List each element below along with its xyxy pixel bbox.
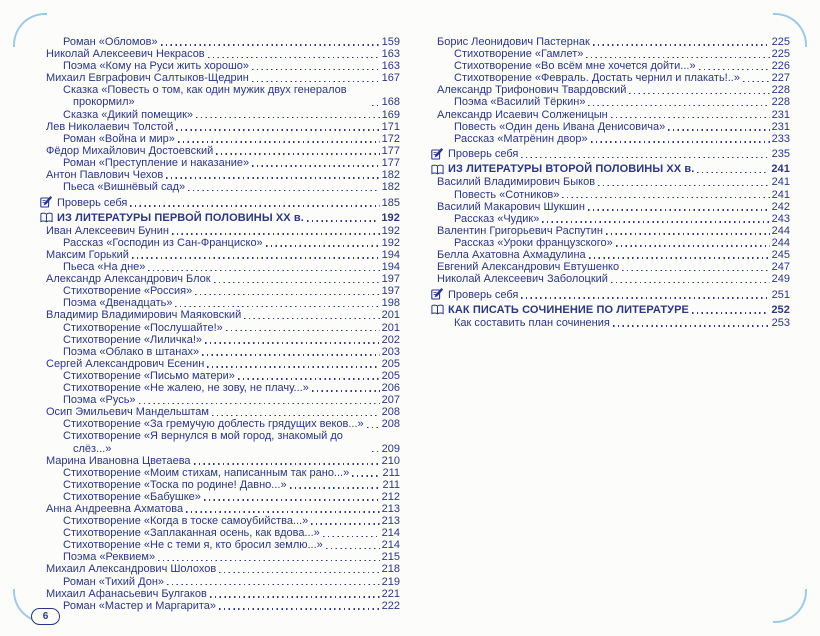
page-number: 6: [42, 611, 49, 622]
toc-entry-author: [46, 72, 400, 84]
entry-title: Александр Исаевич Солженицын: [437, 108, 608, 121]
dot-leader: [210, 596, 380, 598]
entry-page-number: 251: [771, 288, 790, 301]
entry-page-number: 231: [771, 108, 790, 121]
entry-title: Анна Андреевна Ахматова: [46, 502, 184, 515]
toc-entry-work: [437, 72, 790, 84]
entry-title: Иван Алексеевич Бунин: [46, 224, 169, 237]
dot-leader: [244, 318, 379, 320]
toc-entry-work: [46, 322, 400, 334]
entry-title: Проверь себя: [448, 148, 519, 161]
dot-leader: [172, 233, 380, 235]
open-book-icon: [431, 304, 444, 315]
entry-page-number: 241: [771, 163, 790, 176]
toc-entry-work: [46, 418, 400, 430]
dot-leader: [266, 245, 380, 247]
entry-page-number: 192: [381, 236, 400, 249]
open-book-icon: [40, 212, 53, 223]
entry-title: Максим Горький: [46, 249, 129, 261]
entry-title: Проверь себя: [448, 288, 519, 301]
entry-page-number: 194: [381, 261, 400, 274]
toc-entry-work: [437, 60, 790, 72]
entry-page-number: 244: [771, 236, 790, 249]
entry-title: Рассказ «Матрёнин двор»: [454, 132, 588, 145]
toc-entry-author: [46, 169, 400, 181]
entry-title: Поэма «Облако в штанах»: [63, 345, 200, 358]
toc-entry-work: [437, 237, 790, 249]
dot-leader: [588, 209, 770, 211]
toc-entry-author: [437, 109, 790, 121]
entry-title: Роман «Обломов»: [63, 36, 158, 48]
dot-leader: [175, 306, 379, 308]
toc-entry-work: [437, 213, 790, 225]
dot-leader: [194, 463, 380, 465]
entry-page-number: 201: [381, 309, 400, 322]
entry-page-number: 211: [382, 478, 400, 491]
toc-entry-work: [46, 133, 400, 145]
entry-title: Антон Павлович Чехов: [46, 169, 164, 182]
dot-leader: [130, 205, 379, 207]
pencil-notepad-icon: [40, 195, 53, 208]
entry-page-number: 192: [381, 211, 400, 224]
entry-title: Фёдор Михайлович Достоевский: [46, 144, 214, 157]
entry-title: Стихотворение «Гамлет»: [454, 48, 584, 61]
entry-title: Стихотворение «Не с теми я, кто бросил землю...»: [63, 539, 323, 552]
dot-leader: [312, 390, 380, 392]
toc-column-right: [437, 36, 790, 612]
toc-entry-section: [431, 304, 790, 316]
dot-leader: [208, 57, 380, 59]
toc-entry-work: [437, 317, 790, 329]
toc-entry-work: [46, 430, 400, 454]
entry-title: Марина Ивановна Цветаева: [46, 454, 191, 467]
toc-entry-author: [46, 273, 400, 285]
entry-title: Стихотворение «Тоска по родине! Давно...»: [63, 478, 287, 491]
toc-entry-work: [46, 261, 400, 273]
entry-title: Поэма «Реквием»: [63, 551, 156, 564]
toc-entry-author: [46, 406, 400, 418]
entry-page-number: 214: [381, 527, 400, 540]
toc-entry-section: [431, 163, 790, 175]
entry-page-number: 233: [771, 132, 790, 145]
entry-title: Стихотворение «Россия»: [63, 285, 193, 298]
entry-page-number: 241: [771, 176, 790, 189]
entry-page-number: 198: [381, 297, 400, 310]
toc-entry-work: [46, 370, 400, 382]
entry-page-number: 210: [381, 454, 400, 467]
dot-leader: [616, 245, 770, 247]
dot-leader: [326, 548, 380, 550]
dot-leader: [161, 44, 380, 46]
dot-leader: [176, 129, 379, 131]
entry-page-number: 159: [381, 36, 400, 48]
toc-entry-work: [46, 600, 400, 612]
dot-leader: [697, 172, 769, 174]
dot-leader: [252, 165, 379, 167]
entry-title: Александр Александрович Блок: [46, 273, 211, 286]
entry-title: Стихотворение «Не жалею, не зову, не плачу...»: [63, 382, 309, 395]
toc-entry-author: [437, 225, 790, 237]
entry-title: Николай Алексеевич Некрасов: [46, 48, 205, 61]
dot-leader: [202, 354, 380, 356]
entry-title: КАК ПИСАТЬ СОЧИНЕНИЕ ПО ЛИТЕРАТУРЕ: [448, 303, 689, 316]
entry-title: Лев Николаевич Толстой: [46, 120, 174, 133]
dot-leader: [178, 141, 380, 143]
entry-page-number: 213: [381, 502, 400, 515]
entry-title: Поэма «Русь»: [63, 394, 136, 407]
entry-title: Поэма «Василий Тёркин»: [454, 96, 586, 109]
entry-title: Рассказ «Уроки французского»: [454, 236, 613, 249]
dot-leader: [521, 297, 769, 299]
dot-leader: [668, 129, 769, 131]
dot-leader: [132, 257, 380, 259]
entry-title: Проверь себя: [57, 196, 128, 209]
toc-entry-work: [46, 515, 400, 527]
entry-title: Стихотворение «Бабушке»: [63, 490, 201, 503]
entry-page-number: 208: [381, 418, 400, 431]
entry-page-number: 241: [771, 188, 790, 201]
entry-page-number: 168: [381, 96, 400, 109]
dot-leader: [593, 44, 770, 46]
entry-page-number: 207: [381, 394, 400, 407]
entry-page-number: 177: [381, 156, 400, 169]
entry-page-number: 228: [771, 84, 790, 97]
entry-title: Роман «Преступление и наказание»: [63, 156, 250, 169]
entry-title: Сказка «Повесть о том, как один мужик двух генералов прокормил»: [63, 84, 347, 109]
toc-entry-author: [46, 358, 400, 370]
toc-entry-work: [46, 382, 400, 394]
toc-entry-author: [46, 249, 400, 261]
entry-title: Евгений Александрович Евтушенко: [437, 261, 620, 274]
toc-entry-work: [46, 297, 400, 309]
dot-leader: [367, 427, 380, 429]
dot-leader: [204, 499, 380, 501]
entry-title: ИЗ ЛИТЕРАТУРЫ ПЕРВОЙ ПОЛОВИНЫ XX в.: [57, 211, 304, 224]
open-book-icon: [431, 164, 444, 175]
dot-leader: [611, 282, 770, 284]
toc-entry-work: [46, 394, 400, 406]
dot-leader: [699, 69, 770, 71]
toc-entry-check: [40, 195, 400, 209]
toc-entry-work: [46, 157, 400, 169]
entry-title: Сказка «Дикий помещик»: [63, 108, 194, 121]
toc-entry-author: [437, 201, 790, 213]
entry-page-number: 242: [771, 200, 790, 213]
dot-leader: [205, 342, 380, 344]
entry-page-number: 209: [381, 442, 400, 455]
entry-page-number: 205: [381, 369, 400, 382]
toc-entry-work: [46, 334, 400, 346]
dot-leader: [252, 69, 380, 71]
dot-leader: [586, 57, 769, 59]
dot-leader: [214, 282, 380, 284]
entry-page-number: 167: [381, 72, 400, 85]
toc-entry-work: [46, 109, 400, 121]
entry-page-number: 212: [381, 490, 400, 503]
entry-title: Михаил Евграфович Салтыков-Щедрин: [46, 72, 249, 85]
entry-title: Михаил Афанасьевич Булгаков: [46, 587, 207, 600]
toc-entry-author: [437, 249, 790, 261]
dot-leader: [311, 523, 379, 525]
dot-leader: [307, 220, 379, 222]
entry-page-number: 182: [381, 181, 400, 194]
entry-title: Александр Трифонович Твардовский: [437, 84, 627, 97]
toc-entry-work: [46, 346, 400, 358]
toc-entry-author: [46, 309, 400, 321]
entry-title: Стихотворение «Когда в тоске самоубийства...»: [63, 515, 309, 528]
entry-page-number: 163: [381, 60, 400, 73]
toc-entry-work: [46, 84, 400, 108]
entry-page-number: 225: [771, 48, 790, 61]
entry-title: Стихотворение «Письмо матери»: [63, 369, 235, 382]
corner-ornament-top-left: [13, 13, 47, 47]
toc-entry-check: [431, 147, 790, 161]
table-of-contents: [46, 36, 790, 612]
entry-page-number: 211: [382, 466, 400, 479]
entry-page-number: 226: [771, 60, 790, 73]
entry-title: Белла Ахатовна Ахмадулина: [437, 249, 586, 261]
entry-title: Рассказ «Господин из Сан-Франциско»: [63, 236, 263, 249]
entry-page-number: 177: [381, 144, 400, 157]
toc-entry-work: [46, 467, 400, 479]
entry-page-number: 218: [381, 563, 400, 576]
dot-leader: [589, 257, 770, 259]
entry-page-number: 213: [381, 515, 400, 528]
entry-page-number: 192: [381, 224, 400, 237]
toc-entry-author: [46, 503, 400, 515]
entry-title: Как составить план сочинения: [454, 316, 610, 329]
dot-leader: [219, 608, 380, 610]
entry-page-number: 202: [381, 333, 400, 346]
dot-leader: [629, 93, 769, 95]
dot-leader: [622, 270, 770, 272]
entry-page-number: 208: [381, 406, 400, 419]
dot-leader: [521, 157, 769, 159]
toc-entry-author: [46, 145, 400, 157]
entry-title: Поэма «Кому на Руси жить хорошо»: [63, 60, 250, 73]
dot-leader: [167, 584, 380, 586]
toc-entry-work: [437, 189, 790, 201]
toc-entry-author: [437, 36, 790, 48]
entry-page-number: 197: [381, 273, 400, 286]
dot-leader: [323, 536, 380, 538]
toc-entry-work: [437, 96, 790, 108]
entry-page-number: 214: [381, 539, 400, 552]
toc-entry-work: [46, 539, 400, 551]
toc-entry-work: [46, 551, 400, 563]
dot-leader: [692, 312, 769, 314]
dot-leader: [372, 105, 380, 107]
entry-page-number: 172: [381, 132, 400, 145]
entry-title: Роман «Тихий Дон»: [63, 575, 165, 588]
entry-page-number: 215: [381, 551, 400, 564]
toc-entry-work: [46, 576, 400, 588]
entry-title: Стихотворение «Я вернулся в мой город, знакомый до слёз...»: [63, 430, 343, 455]
entry-title: Роман «Война и мир»: [63, 132, 175, 145]
toc-entry-check: [431, 287, 790, 301]
entry-page-number: 203: [381, 345, 400, 358]
entry-page-number: 244: [771, 224, 790, 237]
entry-title: Стихотворение «Заплаканная осень, как вдова...»: [63, 527, 320, 540]
dot-leader: [743, 81, 770, 83]
entry-page-number: 247: [771, 261, 790, 274]
toc-entry-work: [46, 237, 400, 249]
entry-page-number: 222: [381, 599, 400, 612]
entry-title: Рассказ «Чудик»: [454, 212, 540, 225]
toc-entry-author: [46, 563, 400, 575]
dot-leader: [562, 197, 769, 199]
toc-entry-author: [46, 48, 400, 60]
entry-page-number: 197: [381, 285, 400, 298]
dot-leader: [216, 153, 379, 155]
entry-page-number: 163: [381, 48, 400, 61]
entry-title: Стихотворение «Во всём мне хочется дойти...»: [454, 60, 696, 73]
dot-leader: [139, 403, 380, 405]
entry-title: Стихотворение «Февраль. Достать чернил и плакать!..»: [454, 72, 740, 85]
entry-page-number: 201: [381, 321, 400, 334]
entry-title: Сергей Александрович Есенин: [46, 357, 205, 370]
entry-title: Пьеса «На дне»: [63, 261, 146, 274]
toc-entry-work: [46, 527, 400, 539]
entry-title: Василий Владимирович Быков: [437, 176, 596, 189]
entry-page-number: 205: [381, 357, 400, 370]
entry-title: Стихотворение «Лиличка!»: [63, 333, 203, 346]
dot-leader: [252, 81, 380, 83]
page-number-badge: [31, 608, 60, 625]
entry-title: Василий Макарович Шукшин: [437, 200, 585, 213]
dot-leader: [606, 233, 770, 235]
dot-leader: [591, 141, 770, 143]
entry-page-number: 249: [771, 273, 790, 286]
dot-leader: [238, 378, 380, 380]
entry-title: Поэма «Двенадцать»: [63, 297, 173, 310]
dot-leader: [212, 415, 380, 417]
dot-leader: [598, 185, 770, 187]
entry-title: Пьеса «Вишнёвый сад»: [63, 181, 186, 194]
toc-column-left: [46, 36, 400, 612]
toc-entry-author: [437, 273, 790, 285]
toc-entry-author: [46, 225, 400, 237]
pencil-notepad-icon: [431, 287, 444, 300]
entry-page-number: 185: [381, 196, 400, 209]
dot-leader: [207, 366, 379, 368]
dot-leader: [195, 294, 379, 296]
dot-leader: [188, 190, 379, 192]
entry-title: Владимир Владимирович Маяковский: [46, 309, 242, 322]
toc-entry-work: [46, 479, 400, 491]
dot-leader: [219, 572, 379, 574]
dot-leader: [158, 560, 380, 562]
toc-entry-author: [46, 588, 400, 600]
entry-page-number: 252: [771, 303, 790, 316]
entry-title: Николай Алексеевич Заболоцкий: [437, 273, 608, 286]
dot-leader: [352, 475, 380, 477]
entry-title: Осип Эмильевич Мандельштам: [46, 406, 209, 419]
entry-title: Борис Леонидович Пастернак: [437, 36, 590, 48]
toc-entry-author: [437, 84, 790, 96]
entry-title: Стихотворение «Послушайте!»: [63, 321, 223, 334]
toc-entry-work: [437, 48, 790, 60]
pencil-notepad-icon: [431, 147, 444, 160]
entry-title: Повесть «Один день Ивана Денисовича»: [454, 120, 666, 133]
toc-entry-section: [40, 212, 400, 224]
toc-entry-author: [46, 121, 400, 133]
toc-entry-author: [437, 261, 790, 273]
entry-page-number: 206: [381, 382, 400, 395]
entry-page-number: 219: [381, 575, 400, 588]
entry-title: Роман «Мастер и Маргарита»: [63, 599, 217, 612]
dot-leader: [613, 325, 770, 327]
toc-entry-author: [46, 455, 400, 467]
dot-leader: [290, 487, 381, 489]
dot-leader: [588, 105, 769, 107]
entry-page-number: 182: [381, 169, 400, 182]
toc-entry-author: [437, 176, 790, 188]
entry-page-number: 228: [771, 96, 790, 109]
toc-entry-work: [437, 121, 790, 133]
entry-page-number: 171: [381, 120, 400, 133]
dot-leader: [196, 117, 380, 119]
entry-title: ИЗ ЛИТЕРАТУРЫ ВТОРОЙ ПОЛОВИНЫ XX в.: [448, 163, 695, 176]
entry-title: Валентин Григорьевич Распутин: [437, 224, 603, 237]
entry-page-number: 245: [771, 249, 790, 261]
toc-entry-work: [46, 181, 400, 193]
entry-page-number: 227: [771, 72, 790, 85]
toc-entry-work: [46, 60, 400, 72]
entry-page-number: 235: [771, 148, 790, 161]
dot-leader: [148, 270, 379, 272]
toc-entry-work: [437, 133, 790, 145]
entry-page-number: 221: [381, 587, 400, 600]
entry-page-number: 194: [381, 249, 400, 261]
dot-leader: [186, 511, 380, 513]
dot-leader: [542, 221, 769, 223]
entry-title: Михаил Александрович Шолохов: [46, 563, 217, 576]
toc-entry-work: [46, 36, 400, 48]
entry-page-number: 231: [771, 120, 790, 133]
dot-leader: [372, 451, 380, 453]
entry-page-number: 225: [771, 36, 790, 48]
entry-title: Стихотворение «Моим стихам, написанным так рано...»: [63, 466, 350, 479]
dot-leader: [166, 177, 379, 179]
entry-page-number: 243: [771, 212, 790, 225]
entry-title: Повесть «Сотников»: [454, 188, 560, 201]
entry-page-number: 253: [771, 316, 790, 329]
toc-entry-work: [46, 491, 400, 503]
dot-leader: [611, 117, 770, 119]
dot-leader: [226, 330, 380, 332]
entry-page-number: 169: [381, 108, 400, 121]
entry-title: Стихотворение «За гремучую доблесть грядущих веков...»: [63, 418, 364, 431]
toc-entry-work: [46, 285, 400, 297]
